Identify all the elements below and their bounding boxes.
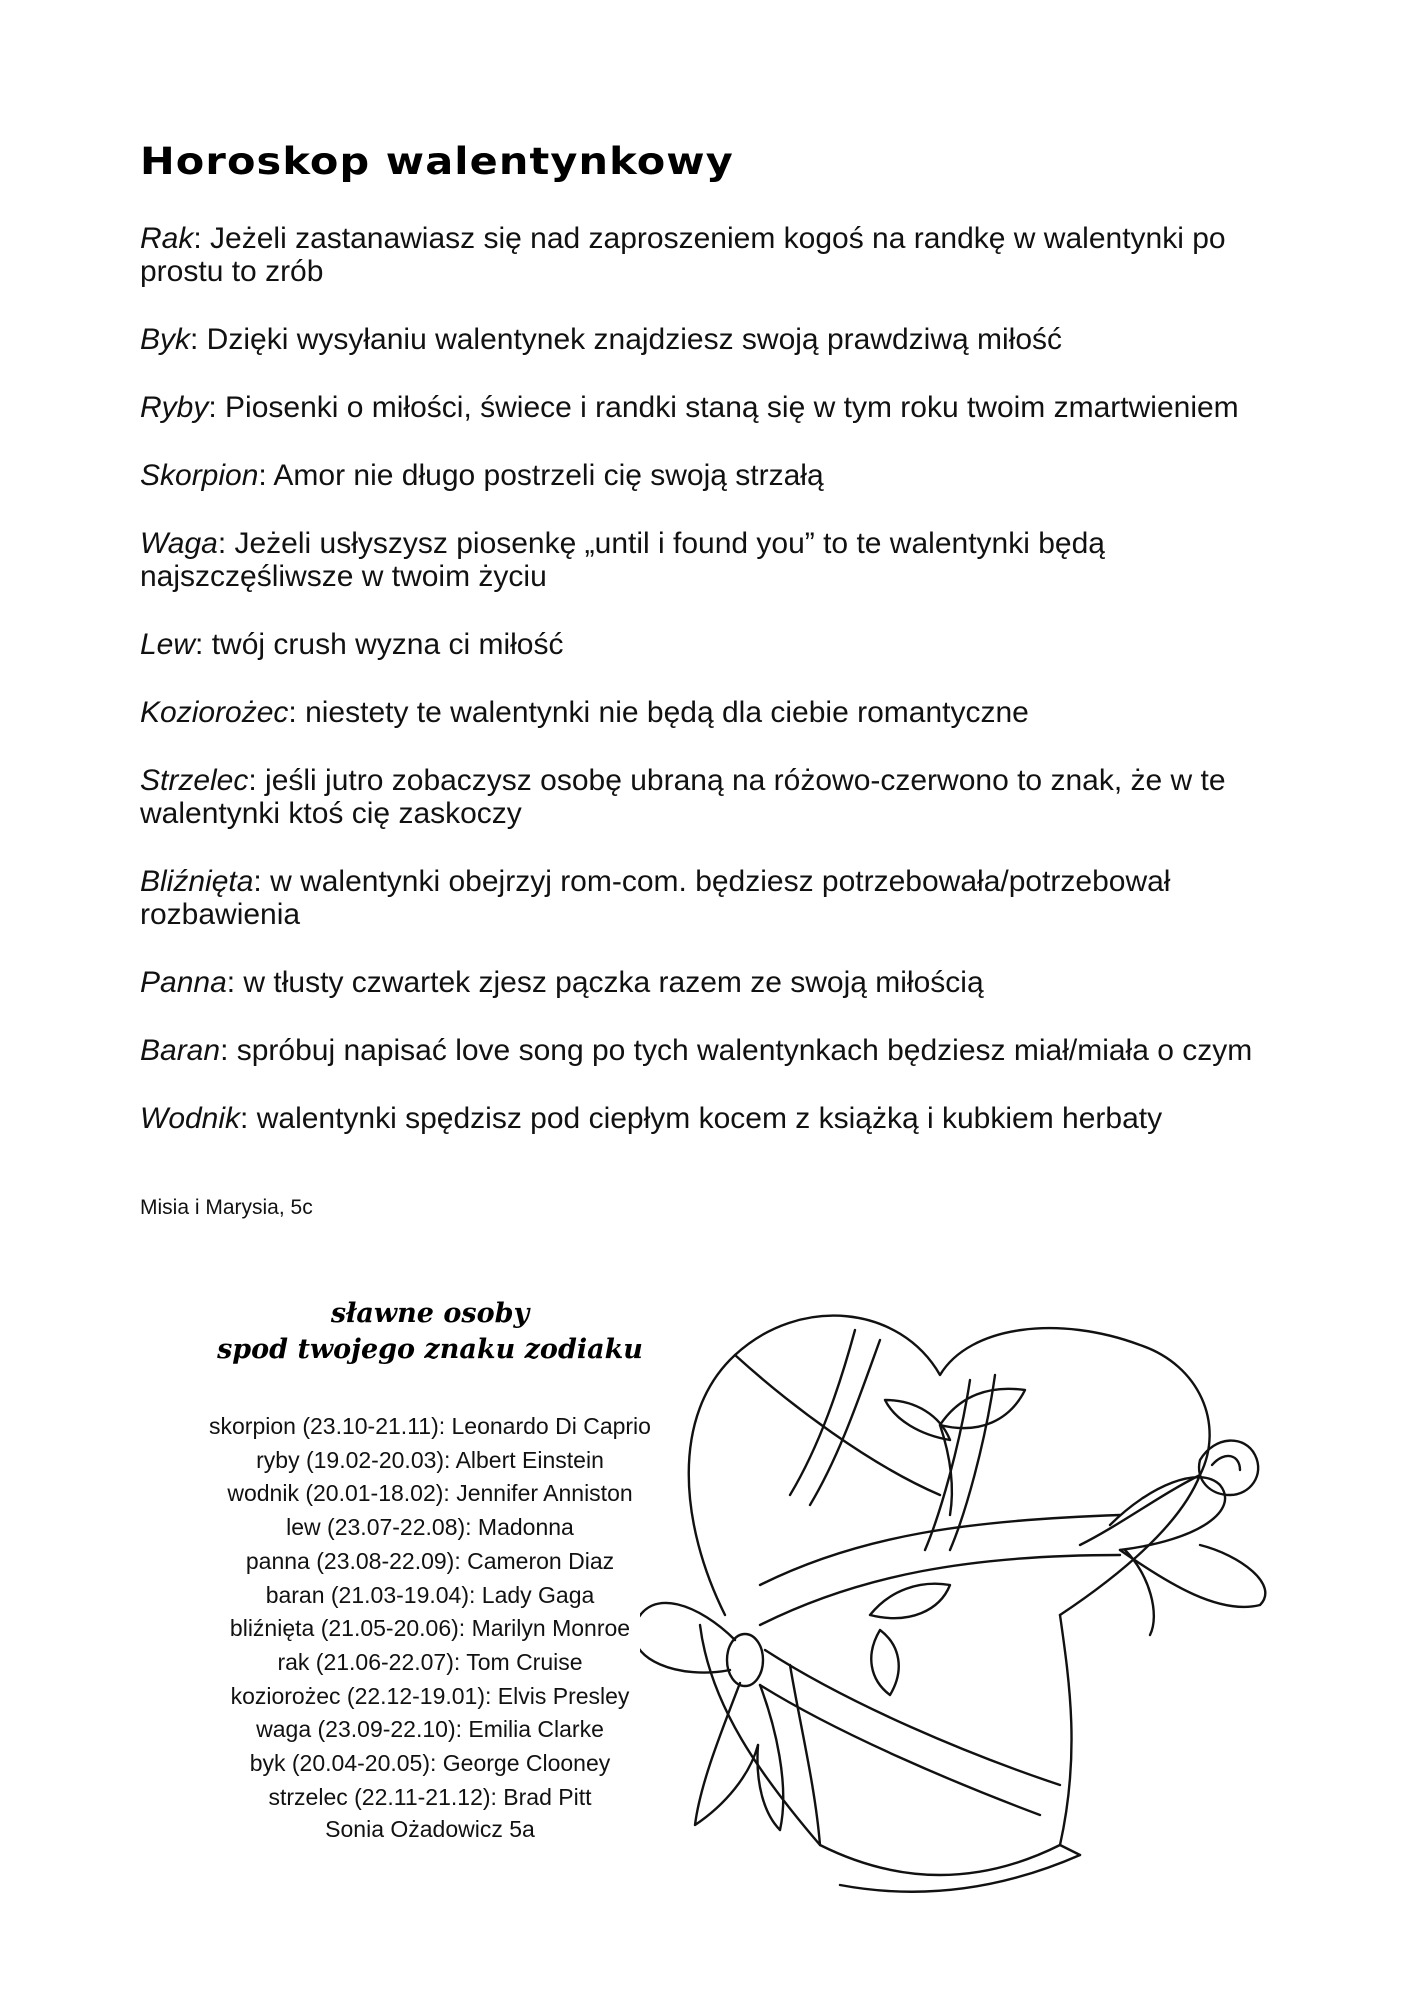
zodiac-sign: Lew — [140, 628, 196, 661]
zodiac-sign: Ryby — [140, 391, 209, 424]
zodiac-sign: Koziorożec — [140, 696, 289, 729]
zodiac-sign: Baran — [140, 1034, 221, 1067]
famous-person-item: baran (21.03-19.04): Lady Gaga — [265, 1581, 595, 1608]
horoscope-list — [140, 222, 1290, 1170]
famous-person-item: strzelec (22.11-21.12): Brad Pitt — [268, 1783, 592, 1810]
famous-person-item: waga (23.09-22.10): Emilia Clarke — [256, 1716, 604, 1743]
horoscope-text: : Jeżeli zastanawiasz się nad zaproszeniem kogoś na randkę w walentynki po prostu to zrób — [140, 222, 1226, 288]
page-title: Horoskop walentynkowy — [140, 140, 734, 183]
horoscope-text: : Piosenki o miłości, świece i randki staną się w tym roku twoim zmartwieniem — [208, 391, 1239, 424]
horoscope-text: : jeśli jutro zobaczysz osobę ubraną na różowo-czerwono to znak, że w te walentynki ktoś cię zaskoczy — [140, 764, 1226, 830]
zodiac-sign: Bliźnięta — [140, 865, 254, 898]
famous-author: Sonia Ożadowicz 5a — [325, 1816, 535, 1842]
famous-title-line2: spod twojego znaku zodiaku — [217, 1334, 643, 1365]
famous-person-item: rak (21.06-22.07): Tom Cruise — [277, 1648, 583, 1675]
zodiac-sign: Panna — [140, 966, 227, 999]
horoscope-entry — [140, 966, 1290, 999]
famous-person-item: koziorożec (22.12-19.01): Elvis Presley — [230, 1682, 630, 1709]
horoscope-text: : Dzięki wysyłaniu walentynek znajdziesz swoją prawdziwą miłość — [190, 323, 1063, 356]
horoscope-entry — [140, 628, 1290, 661]
horoscope-text: : spróbuj napisać love song po tych walentynkach będziesz miał/miała o czym — [220, 1034, 1253, 1067]
zodiac-sign: Strzelec — [140, 764, 249, 797]
famous-people-list — [175, 1410, 685, 1814]
famous-person-item: wodnik (20.01-18.02): Jennifer Anniston — [227, 1480, 633, 1507]
horoscope-text: : w walentynki obejrzyj rom-com. będziesz potrzebowała/potrzebował rozbawienia — [140, 865, 1171, 931]
horoscope-entry — [140, 764, 1290, 830]
horoscope-entry — [140, 391, 1290, 424]
famous-person-item: ryby (19.02-20.03): Albert Einstein — [256, 1446, 604, 1473]
zodiac-sign: Rak — [140, 222, 194, 255]
zodiac-sign: Wodnik — [140, 1102, 241, 1135]
horoscope-text: : walentynki spędzisz pod ciepłym kocem z książką i kubkiem herbaty — [240, 1102, 1163, 1135]
horoscope-entry — [140, 323, 1290, 356]
famous-person-item: bliźnięta (21.05-20.06): Marilyn Monroe — [229, 1615, 631, 1642]
horoscope-text: : twój crush wyzna ci miłość — [195, 628, 564, 661]
horoscope-text: : niestety te walentynki nie będą dla ciebie romantyczne — [288, 696, 1029, 729]
horoscope-text: : w tłusty czwartek zjesz pączka razem ze swoją miłością — [226, 966, 984, 999]
famous-person-item: skorpion (23.10-21.11): Leonardo Di Caprio — [209, 1413, 651, 1439]
horoscope-text: : Jeżeli usłyszysz piosenkę „until i found you” to te walentynki będą najszczęśliwsze w twoim życiu — [140, 527, 1105, 593]
horoscope-entry — [140, 1034, 1290, 1067]
zodiac-sign: Byk — [140, 323, 191, 356]
famous-person-item: byk (20.04-20.05): George Clooney — [249, 1750, 611, 1777]
famous-person-item: lew (23.07-22.08): Madonna — [286, 1514, 574, 1541]
horoscope-entry — [140, 696, 1290, 729]
famous-title-line1: sławne osoby — [330, 1298, 530, 1329]
heart-gift-box-drawing — [640, 1285, 1400, 1905]
zodiac-sign: Waga — [140, 527, 218, 560]
famous-section-title — [175, 1296, 685, 1368]
horoscope-author: Misia i Marysia, 5c — [140, 1196, 313, 1219]
horoscope-entry — [140, 1102, 1290, 1135]
horoscope-entry — [140, 527, 1290, 593]
horoscope-entry — [140, 865, 1290, 931]
horoscope-text: : Amor nie długo postrzeli cię swoją strzałą — [258, 459, 824, 492]
horoscope-entry — [140, 222, 1290, 288]
famous-person-item: panna (23.08-22.09): Cameron Diaz — [245, 1547, 615, 1574]
zodiac-sign: Skorpion — [140, 459, 259, 492]
horoscope-entry — [140, 459, 1290, 492]
